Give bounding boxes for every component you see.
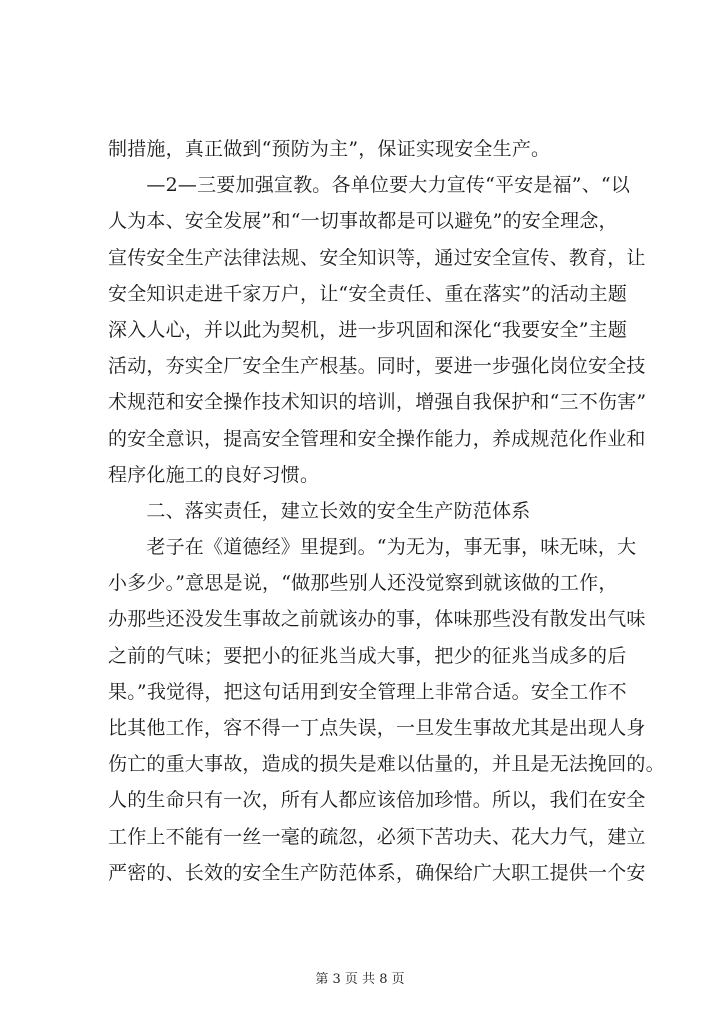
section-heading: 二、落实责任，建立长效的安全生产防范体系	[108, 499, 531, 522]
text-line: 程序化施工的良好习惯。	[108, 463, 320, 486]
text-line: 严密的、长效的安全生产防范体系，确保给广大职工提供一个安	[108, 861, 646, 884]
text-line: 办那些还没发生事故之前就该办的事，体味那些没有散发出气味	[108, 608, 646, 631]
text-line: 活动，夯实全厂安全生产根基。同时，要进一步强化岗位安全技	[108, 355, 646, 378]
text-line: 伤亡的重大事故，造成的损失是难以估量的，并且是无法挽回的。	[108, 753, 665, 776]
text-line: 深入人心，并以此为契机，进一步巩固和深化“我要安全”主题	[108, 318, 628, 341]
text-line: 制措施，真正做到“预防为主”，保证实现安全生产。	[108, 138, 551, 160]
body-text	[108, 131, 665, 891]
text-line: 安全知识走进千家万户，让“安全责任、重在落实”的活动主题	[108, 282, 628, 305]
text-line: —2—三要加强宣教。各单位要大力宣传“平安是福”、“以	[108, 174, 631, 197]
text-line: 术规范和安全操作技术知识的培训，增强自我保护和“三不伤害”	[108, 391, 647, 414]
text-line: 比其他工作，容不得一丁点失误，一旦发生事故尤其是出现人身	[108, 717, 646, 739]
text-line: 之前的气味；要把小的征兆当成大事，把少的征兆当成多的后	[108, 644, 627, 667]
text-line: 的安全意识，提高安全管理和安全操作能力，养成规范化作业和	[108, 427, 646, 450]
text-line: 老子在《道德经》里提到。“为无为，事无事，味无味，大	[108, 536, 637, 559]
text-line: 宣传安全生产法律法规、安全知识等，通过安全宣传、教育，让	[108, 246, 646, 269]
text-line: 小多少。”意思是说，“做那些别人还没觉察到就该做的工作，	[108, 572, 618, 595]
text-line: 工作上不能有一丝一毫的疏忽，必须下苦功夫、花大力气，建立	[108, 825, 646, 848]
text-line: 果。”我觉得，把这句话用到安全管理上非常合适。安全工作不	[108, 680, 627, 703]
page-footer: 第 3 页 共 8 页	[315, 972, 405, 987]
text-line: 人的生命只有一次，所有人都应该倍加珍惜。所以，我们在安全	[108, 789, 646, 812]
text-line: 人为本、安全发展”和“一切事故都是可以避免”的安全理念，	[108, 210, 618, 233]
